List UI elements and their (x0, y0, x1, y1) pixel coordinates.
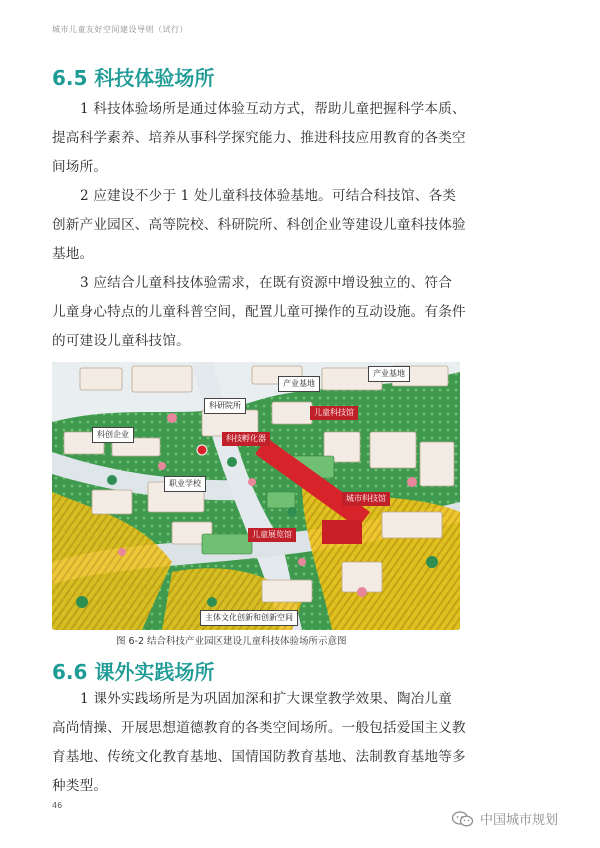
paragraph-lead: 1 课外实践场所是为巩固加深和扩大课堂教学效果、陶冶儿童 (80, 691, 453, 707)
section-title-6-6: 6.6 课外实践场所 (52, 660, 215, 684)
paragraph-lead: 1 科技体验场所是通过体验互动方式，帮助儿童把握科学本质、 (80, 101, 466, 117)
paragraph-6-6-1 (52, 685, 470, 801)
paragraph-lead: 2 应建设不少于 1 处儿童科技体验基地。可结合科技馆、各类 (80, 188, 457, 204)
map-label-industry-base-1: 产业基地 (278, 376, 320, 392)
figure-caption: 图 6-2 结合科技产业园区建设儿童科技体验场所示意图 (116, 636, 347, 647)
watermark (452, 809, 558, 828)
paragraph-rest: 儿童身心特点的儿童科普空间，配置儿童可操作的互动设施。有条件的可建设儿童科技馆。 (52, 304, 466, 349)
map-label-tech-incubator: 科技孵化器 (222, 432, 270, 446)
running-header: 城市儿童友好空间建设导则（试行） (52, 25, 188, 34)
paragraph-6-5-3 (52, 269, 470, 356)
paragraph-rest: 高尚情操、开展思想道德教育的各类空间场所。一般包括爱国主义教育基地、传统文化教育基地、国情国防教育基地、法制教育基地等多种类型。 (52, 720, 466, 794)
paragraph-rest: 提高科学素养、培养从事科学探究能力、推进科技应用教育的各类空间场所。 (52, 130, 466, 175)
map-label-city-tech-museum: 城市科技馆 (342, 492, 390, 506)
map-label-vocational-school: 职业学校 (164, 476, 206, 492)
site-illustration (52, 362, 460, 630)
map-label-children-tech-museum: 儿童科技馆 (310, 406, 358, 420)
section-title-6-5: 6.5 科技体验场所 (52, 66, 215, 90)
map-label-research-institute: 科研院所 (204, 398, 246, 414)
wechat-icon (452, 811, 474, 827)
map-label-culture-space: 主体文化创新和创新空间 (200, 610, 298, 626)
watermark-text: 中国城市规划 (480, 813, 559, 828)
paragraph-rest: 创新产业园区、高等院校、科研院所、科创企业等建设儿童科技体验基地。 (52, 217, 466, 262)
illustration-map (52, 362, 460, 630)
paragraph-6-5-2 (52, 182, 470, 269)
paragraph-lead: 3 应结合儿童科技体验需求，在既有资源中增设独立的、符合 (80, 275, 453, 291)
map-label-industry-base-2: 产业基地 (368, 366, 410, 382)
map-label-tech-enterprise: 科创企业 (92, 427, 134, 443)
map-label-children-exhibition: 儿童展览馆 (248, 528, 296, 542)
page-number: 46 (52, 801, 63, 810)
paragraph-6-5-1 (52, 95, 470, 182)
